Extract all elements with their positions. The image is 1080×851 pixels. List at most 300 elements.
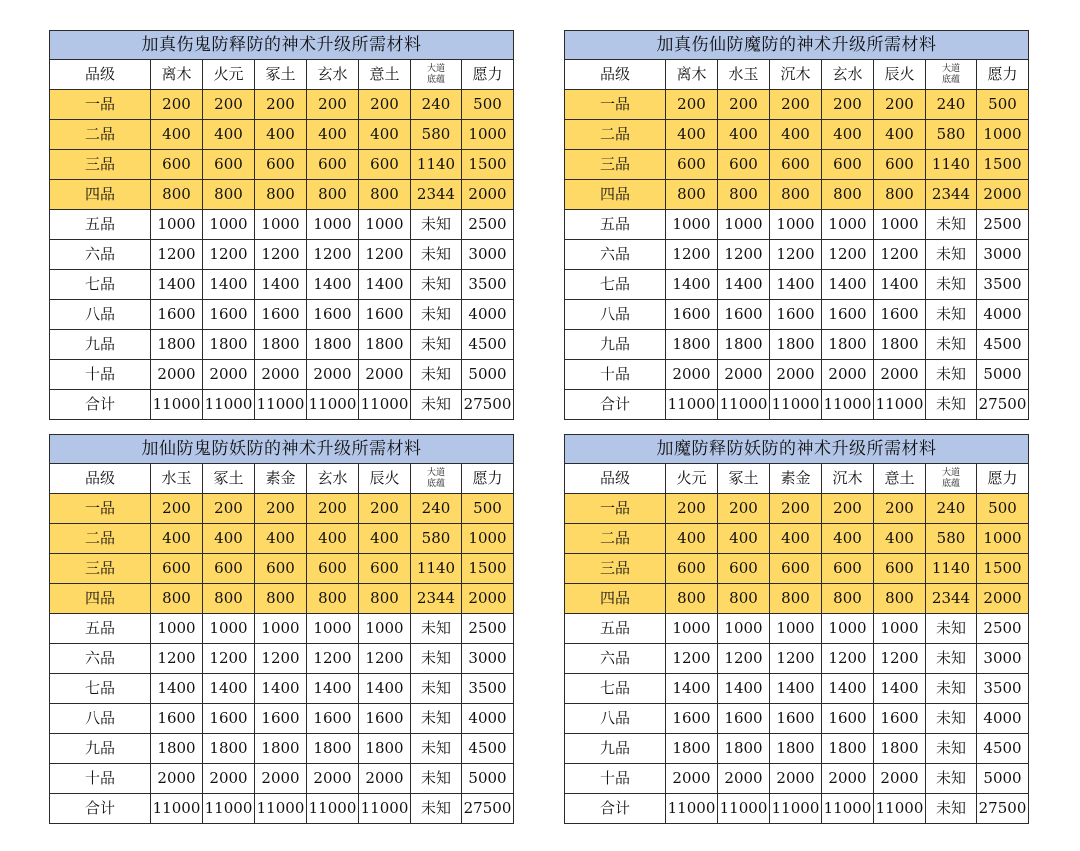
table-cell: 1800 <box>359 330 411 360</box>
table-row <box>565 614 1029 644</box>
table-cell: 800 <box>666 180 718 210</box>
table-cell: 3500 <box>977 674 1029 704</box>
table-cell: 1000 <box>977 524 1029 554</box>
table-cell: 800 <box>770 180 822 210</box>
table-cell: 1800 <box>874 734 926 764</box>
grade-cell: 合计 <box>565 390 666 420</box>
table-cell: 2000 <box>255 764 307 794</box>
grade-cell: 五品 <box>565 614 666 644</box>
table-cell: 2000 <box>462 180 514 210</box>
table-cell: 800 <box>307 584 359 614</box>
column-header: 水玉 <box>718 60 770 90</box>
table-row <box>50 734 514 764</box>
table-row <box>565 764 1029 794</box>
grade-cell: 五品 <box>565 210 666 240</box>
table-cell: 600 <box>203 554 255 584</box>
table-cell: 800 <box>718 584 770 614</box>
table-cell: 1400 <box>770 674 822 704</box>
table-cell: 500 <box>977 494 1029 524</box>
grade-cell: 二品 <box>50 120 151 150</box>
table-cell: 500 <box>977 90 1029 120</box>
table-cell: 2000 <box>666 764 718 794</box>
table-cell: 1600 <box>359 704 411 734</box>
table-cell: 200 <box>359 90 411 120</box>
grade-cell: 九品 <box>50 330 151 360</box>
column-header: 素金 <box>770 464 822 494</box>
table-cell: 580 <box>411 524 462 554</box>
table-cell: 200 <box>874 494 926 524</box>
table-cell: 1000 <box>770 614 822 644</box>
table-cell: 1600 <box>151 300 203 330</box>
table-cell: 1000 <box>718 210 770 240</box>
table-row <box>50 210 514 240</box>
table-cell: 200 <box>718 90 770 120</box>
table-cell: 未知 <box>926 644 977 674</box>
table-cell: 11000 <box>718 794 770 824</box>
table-cell: 未知 <box>411 270 462 300</box>
table-cell: 1140 <box>411 150 462 180</box>
table-cell: 未知 <box>411 210 462 240</box>
table-row <box>50 794 514 824</box>
table-cell: 2500 <box>977 614 1029 644</box>
table-title: 加魔防释防妖防的神术升级所需材料 <box>565 435 1029 464</box>
column-header: 火元 <box>203 60 255 90</box>
table-cell: 200 <box>151 90 203 120</box>
column-header: 玄水 <box>307 60 359 90</box>
table-cell: 200 <box>770 494 822 524</box>
table-cell: 580 <box>926 120 977 150</box>
table-cell: 5000 <box>462 764 514 794</box>
table-row <box>50 270 514 300</box>
table-cell: 3000 <box>462 240 514 270</box>
table-cell: 200 <box>770 90 822 120</box>
grade-cell: 九品 <box>50 734 151 764</box>
table-cell: 800 <box>255 584 307 614</box>
table-row <box>50 150 514 180</box>
table-cell: 未知 <box>926 734 977 764</box>
table-cell: 1800 <box>255 330 307 360</box>
table-cell: 1000 <box>203 210 255 240</box>
table-row <box>565 554 1029 584</box>
table-cell: 1600 <box>255 300 307 330</box>
grade-cell: 六品 <box>50 644 151 674</box>
table-cell: 1000 <box>718 614 770 644</box>
grade-cell: 三品 <box>565 150 666 180</box>
table-cell: 500 <box>462 494 514 524</box>
table-cell: 27500 <box>462 390 514 420</box>
table-cell: 2000 <box>255 360 307 390</box>
material-table <box>49 30 514 420</box>
table-cell: 11000 <box>151 794 203 824</box>
table-cell: 400 <box>666 524 718 554</box>
table-cell: 1800 <box>666 330 718 360</box>
table-cell: 2344 <box>411 180 462 210</box>
table-cell: 1500 <box>977 150 1029 180</box>
material-table <box>564 434 1029 824</box>
table-cell: 400 <box>822 120 874 150</box>
column-header: 火元 <box>666 464 718 494</box>
table-cell: 400 <box>255 524 307 554</box>
grade-cell: 合计 <box>565 794 666 824</box>
table-row <box>50 614 514 644</box>
table-cell: 1200 <box>718 644 770 674</box>
grade-cell: 二品 <box>565 120 666 150</box>
table-cell: 1500 <box>977 554 1029 584</box>
table-cell: 1200 <box>666 644 718 674</box>
table-cell: 1800 <box>307 734 359 764</box>
table-cell: 1500 <box>462 554 514 584</box>
table-cell: 1800 <box>359 734 411 764</box>
table-cell: 2000 <box>307 764 359 794</box>
column-header: 品级 <box>565 464 666 494</box>
column-header: 冢土 <box>255 60 307 90</box>
table-cell: 27500 <box>977 390 1029 420</box>
table-cell: 2000 <box>203 360 255 390</box>
table-cell: 1600 <box>718 704 770 734</box>
table-cell: 1200 <box>822 644 874 674</box>
grade-cell: 四品 <box>50 180 151 210</box>
table-cell: 未知 <box>411 240 462 270</box>
table-cell: 1000 <box>770 210 822 240</box>
grade-cell: 十品 <box>50 360 151 390</box>
grade-cell: 十品 <box>50 764 151 794</box>
grade-cell: 合计 <box>50 794 151 824</box>
table-cell: 未知 <box>926 704 977 734</box>
table-cell: 800 <box>203 180 255 210</box>
table-cell: 800 <box>718 180 770 210</box>
table-row <box>565 494 1029 524</box>
column-header: 大道 底蕴 <box>926 464 977 494</box>
table-cell: 1400 <box>359 674 411 704</box>
table-cell: 200 <box>359 494 411 524</box>
table-cell: 2000 <box>822 764 874 794</box>
table-cell: 4500 <box>462 330 514 360</box>
table-cell: 1200 <box>203 240 255 270</box>
table-cell: 1200 <box>203 644 255 674</box>
table-cell: 1200 <box>822 240 874 270</box>
table-cell: 1800 <box>203 734 255 764</box>
column-header: 愿力 <box>462 464 514 494</box>
table-cell: 400 <box>718 524 770 554</box>
table-cell: 未知 <box>411 674 462 704</box>
table-cell: 800 <box>359 180 411 210</box>
table-cell: 800 <box>359 584 411 614</box>
table-cell: 1400 <box>203 270 255 300</box>
column-header: 愿力 <box>462 60 514 90</box>
table-cell: 1000 <box>462 120 514 150</box>
table-row <box>50 554 514 584</box>
grade-cell: 四品 <box>50 584 151 614</box>
table-row <box>565 360 1029 390</box>
table-title: 加真伤鬼防释防的神术升级所需材料 <box>50 31 514 60</box>
table-cell: 1800 <box>666 734 718 764</box>
table-cell: 11000 <box>151 390 203 420</box>
table-cell: 未知 <box>926 270 977 300</box>
table-cell: 1800 <box>822 330 874 360</box>
table-row <box>565 210 1029 240</box>
table-cell: 3500 <box>462 674 514 704</box>
table-cell: 800 <box>203 584 255 614</box>
table-cell: 2000 <box>874 360 926 390</box>
table-cell: 1200 <box>255 240 307 270</box>
table-cell: 未知 <box>926 390 977 420</box>
table-cell: 2000 <box>770 764 822 794</box>
table-row <box>50 584 514 614</box>
table-cell: 1000 <box>874 210 926 240</box>
table-header-row <box>565 60 1029 90</box>
table-cell: 3000 <box>977 240 1029 270</box>
table-row <box>50 644 514 674</box>
table-row <box>565 794 1029 824</box>
grade-cell: 八品 <box>50 704 151 734</box>
table-cell: 5000 <box>977 360 1029 390</box>
table-cell: 未知 <box>926 360 977 390</box>
table-cell: 1000 <box>822 210 874 240</box>
table-cell: 未知 <box>926 674 977 704</box>
table-cell: 400 <box>151 524 203 554</box>
table-cell: 1800 <box>718 734 770 764</box>
table-cell: 11000 <box>203 794 255 824</box>
table-cell: 4500 <box>977 330 1029 360</box>
table-cell: 11000 <box>874 390 926 420</box>
table-cell: 1600 <box>822 704 874 734</box>
table-cell: 200 <box>255 90 307 120</box>
table-cell: 2000 <box>359 360 411 390</box>
table-cell: 200 <box>151 494 203 524</box>
table-cell: 1200 <box>666 240 718 270</box>
grade-cell: 合计 <box>50 390 151 420</box>
table-cell: 3000 <box>977 644 1029 674</box>
table-cell: 2000 <box>977 584 1029 614</box>
table-row <box>50 390 514 420</box>
table-cell: 2000 <box>307 360 359 390</box>
table-cell: 1000 <box>307 614 359 644</box>
table-cell: 1400 <box>718 674 770 704</box>
table-cell: 400 <box>307 120 359 150</box>
table-cell: 1600 <box>770 300 822 330</box>
table-cell: 未知 <box>411 360 462 390</box>
grade-cell: 三品 <box>565 554 666 584</box>
table-cell: 2344 <box>926 584 977 614</box>
table-cell: 240 <box>411 494 462 524</box>
table-cell: 400 <box>718 120 770 150</box>
table-cell: 2000 <box>718 764 770 794</box>
table-cell: 200 <box>307 494 359 524</box>
grade-cell: 六品 <box>50 240 151 270</box>
table-cell: 未知 <box>411 644 462 674</box>
table-title: 加仙防鬼防妖防的神术升级所需材料 <box>50 435 514 464</box>
grade-cell: 一品 <box>565 494 666 524</box>
table-header-row <box>50 60 514 90</box>
table-cell: 1000 <box>874 614 926 644</box>
table-cell: 1000 <box>307 210 359 240</box>
table-cell: 1800 <box>151 734 203 764</box>
grade-cell: 七品 <box>50 270 151 300</box>
table-cell: 200 <box>255 494 307 524</box>
table-cell: 1600 <box>151 704 203 734</box>
table-cell: 27500 <box>977 794 1029 824</box>
table-cell: 200 <box>203 90 255 120</box>
column-header: 愿力 <box>977 464 1029 494</box>
column-header: 品级 <box>565 60 666 90</box>
table-cell: 800 <box>822 180 874 210</box>
table-cell: 2000 <box>977 180 1029 210</box>
table-title: 加真伤仙防魔防的神术升级所需材料 <box>565 31 1029 60</box>
column-header: 辰火 <box>359 464 411 494</box>
table-cell: 240 <box>926 90 977 120</box>
table-cell: 1600 <box>874 704 926 734</box>
grade-cell: 六品 <box>565 644 666 674</box>
table-cell: 未知 <box>926 210 977 240</box>
column-header: 大道 底蕴 <box>411 60 462 90</box>
table-cell: 未知 <box>926 330 977 360</box>
table-cell: 11000 <box>822 794 874 824</box>
table-cell: 200 <box>666 90 718 120</box>
table-cell: 1400 <box>151 270 203 300</box>
table-cell: 1200 <box>255 644 307 674</box>
table-cell: 600 <box>822 150 874 180</box>
table-cell: 3500 <box>977 270 1029 300</box>
table-cell: 800 <box>822 584 874 614</box>
table-cell: 1600 <box>307 300 359 330</box>
table-cell: 未知 <box>926 240 977 270</box>
table-row <box>565 180 1029 210</box>
table-cell: 600 <box>666 150 718 180</box>
table-cell: 600 <box>666 554 718 584</box>
table-cell: 1800 <box>770 734 822 764</box>
table-cell: 400 <box>255 120 307 150</box>
table-cell: 1200 <box>874 644 926 674</box>
column-header: 沉木 <box>822 464 874 494</box>
table-row <box>565 300 1029 330</box>
table-cell: 200 <box>718 494 770 524</box>
table-cell: 800 <box>874 584 926 614</box>
table-cell: 未知 <box>411 330 462 360</box>
table-cell: 11000 <box>203 390 255 420</box>
table-cell: 1200 <box>359 240 411 270</box>
table-cell: 600 <box>307 150 359 180</box>
table-cell: 1600 <box>203 300 255 330</box>
grade-cell: 四品 <box>565 584 666 614</box>
table-cell: 2500 <box>462 614 514 644</box>
grade-cell: 八品 <box>50 300 151 330</box>
table-cell: 600 <box>307 554 359 584</box>
table-row <box>50 704 514 734</box>
table-cell: 11000 <box>770 794 822 824</box>
column-header: 大道 底蕴 <box>411 464 462 494</box>
table-cell: 400 <box>770 524 822 554</box>
table-cell: 未知 <box>411 614 462 644</box>
table-cell: 600 <box>718 150 770 180</box>
table-row <box>565 270 1029 300</box>
table-cell: 3000 <box>462 644 514 674</box>
table-cell: 600 <box>151 554 203 584</box>
table-cell: 3500 <box>462 270 514 300</box>
table-cell: 400 <box>307 524 359 554</box>
table-cell: 600 <box>822 554 874 584</box>
table-cell: 1200 <box>718 240 770 270</box>
table-cell: 800 <box>151 584 203 614</box>
grade-cell: 三品 <box>50 554 151 584</box>
table-cell: 1200 <box>307 240 359 270</box>
table-cell: 1400 <box>203 674 255 704</box>
grade-cell: 一品 <box>565 90 666 120</box>
grade-cell: 七品 <box>565 674 666 704</box>
table-cell: 400 <box>203 524 255 554</box>
table-cell: 200 <box>822 494 874 524</box>
table-cell: 1400 <box>359 270 411 300</box>
table-cell: 1400 <box>874 674 926 704</box>
column-header: 愿力 <box>977 60 1029 90</box>
column-header: 意土 <box>874 464 926 494</box>
grade-cell: 七品 <box>565 270 666 300</box>
table-row <box>50 300 514 330</box>
table-cell: 1800 <box>718 330 770 360</box>
table-row <box>50 764 514 794</box>
table-row <box>565 120 1029 150</box>
table-cell: 4500 <box>462 734 514 764</box>
table-cell: 11000 <box>822 390 874 420</box>
column-header: 玄水 <box>822 60 874 90</box>
table-cell: 4500 <box>977 734 1029 764</box>
table-cell: 11000 <box>307 390 359 420</box>
table-cell: 1400 <box>255 270 307 300</box>
column-header: 水玉 <box>151 464 203 494</box>
table-cell: 600 <box>203 150 255 180</box>
table-cell: 11000 <box>307 794 359 824</box>
table-row <box>50 90 514 120</box>
table-cell: 1500 <box>462 150 514 180</box>
table-cell: 800 <box>666 584 718 614</box>
table-cell: 580 <box>411 120 462 150</box>
table-cell: 1200 <box>874 240 926 270</box>
table-cell: 1000 <box>359 614 411 644</box>
grade-cell: 五品 <box>50 614 151 644</box>
table-cell: 400 <box>359 524 411 554</box>
table-cell: 未知 <box>411 764 462 794</box>
table-row <box>565 240 1029 270</box>
table-cell: 1400 <box>822 674 874 704</box>
table-cell: 未知 <box>926 764 977 794</box>
table-cell: 400 <box>203 120 255 150</box>
table-cell: 1600 <box>822 300 874 330</box>
table-cell: 1400 <box>666 674 718 704</box>
table-cell: 1600 <box>718 300 770 330</box>
table-cell: 1140 <box>926 554 977 584</box>
table-cell: 600 <box>359 150 411 180</box>
table-cell: 1000 <box>666 210 718 240</box>
table-cell: 11000 <box>874 794 926 824</box>
column-header: 大道 底蕴 <box>926 60 977 90</box>
table-cell: 2000 <box>874 764 926 794</box>
grade-cell: 六品 <box>565 240 666 270</box>
table-cell: 600 <box>874 150 926 180</box>
table-row <box>565 150 1029 180</box>
table-cell: 4000 <box>977 300 1029 330</box>
table-cell: 4000 <box>462 300 514 330</box>
table-cell: 1000 <box>255 614 307 644</box>
table-cell: 2000 <box>770 360 822 390</box>
table-cell: 1600 <box>770 704 822 734</box>
table-row <box>50 360 514 390</box>
table-cell: 11000 <box>718 390 770 420</box>
column-header: 品级 <box>50 60 151 90</box>
table-cell: 600 <box>359 554 411 584</box>
table-cell: 800 <box>307 180 359 210</box>
table-cell: 800 <box>255 180 307 210</box>
column-header: 冢土 <box>718 464 770 494</box>
grade-cell: 二品 <box>50 524 151 554</box>
